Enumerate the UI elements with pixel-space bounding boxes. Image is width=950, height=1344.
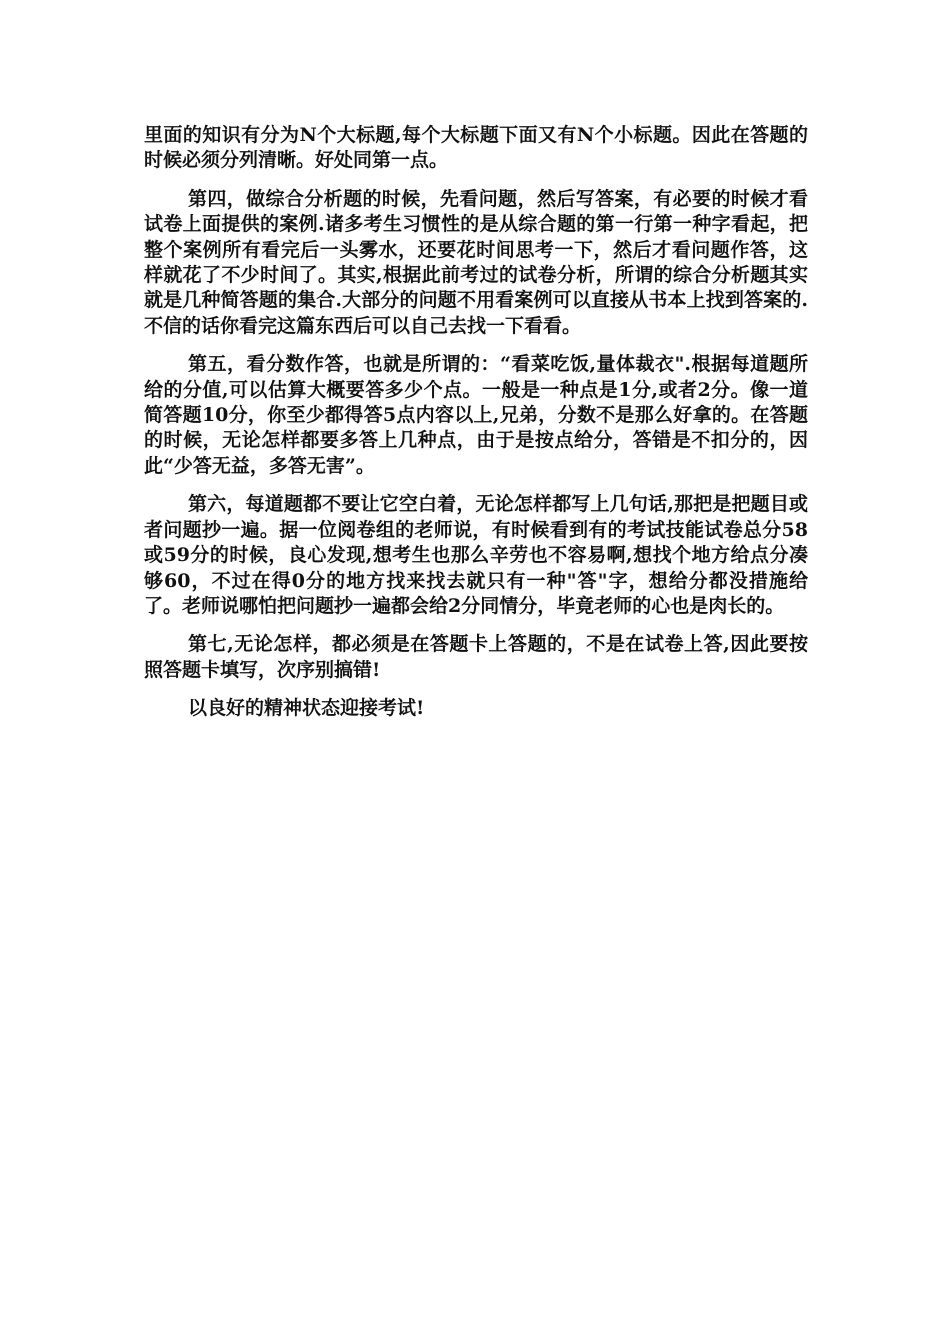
paragraph-1: 里面的知识有分为N个大标题,每个大标题下面又有N个小标题。因此在答题的时候必须分列清晰。好处同第一点。 — [144, 124, 808, 172]
paragraph-3: 第五，看分数作答，也就是所谓的：“看菜吃饭,量体裁衣".根据每道题所给的分值,可以估算大概要答多少个点。一般是一种点是1分,或者2分。像一道简答题10分，你至少都得答5点内容以上,兄弟，分数不是那么好拿的。在答题的时候，无论怎样都要多答上几种点，由于是按点给分，答错是不扣分的，因此“少答无益，多答无害”。 — [144, 353, 808, 477]
paragraph-6: 以良好的精神状态迎接考试! — [188, 697, 425, 720]
document-body — [144, 123, 808, 735]
paragraph-4: 第六，每道题都不要让它空白着，无论怎样都写上几句话,那把是把题目或者问题抄一遍。据一位阅卷组的老师说，有时候看到有的考试技能试卷总分58或59分的时候，良心发现,想考生也那么辛劳也不容易啊,想找个地方给点分凑够60，不过在得0分的地方找来找去就只有一种"答"字，想给分都没措施给了。老师说哪怕把问题抄一遍都会给2分同情分，毕竟老师的心也是肉长的。 — [144, 493, 808, 617]
paragraph-5: 第七,无论怎样，都必须是在答题卡上答题的，不是在试卷上答,因此要按照答题卡填写，次序别搞错! — [144, 633, 808, 681]
paragraph-2: 第四，做综合分析题的时候，先看问题，然后写答案，有必要的时候才看试卷上面提供的案例.诸多考生习惯性的是从综合题的第一行第一种字看起，把整个案例所有看完后一头雾水，还要花时间思考一下，然后才看问题作答，这样就花了不少时间了。其实,根据此前考过的试卷分析，所谓的综合分析题其实就是几种简答题的集合.大部分的问题不用看案例可以直接从书本上找到答案的.不信的话你看完这篇东西后可以自己去找一下看看。 — [144, 187, 808, 337]
